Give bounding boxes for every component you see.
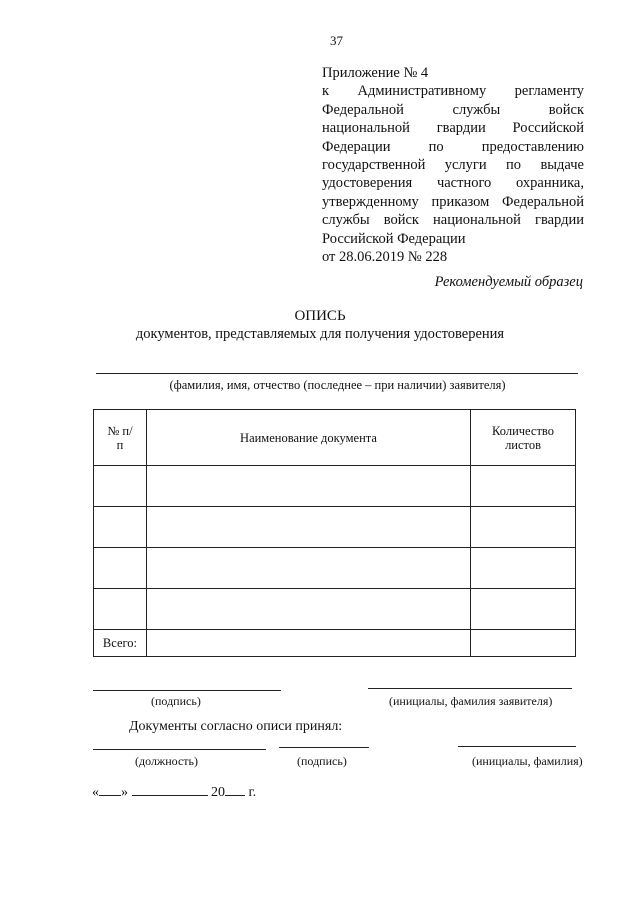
cell-count[interactable] [471, 507, 576, 548]
total-count-cell[interactable] [471, 630, 576, 657]
date-field [92, 783, 256, 801]
total-name-cell[interactable] [146, 630, 470, 657]
table-row [94, 548, 576, 589]
column-header-count-text: Количество листов [492, 423, 554, 452]
table-row [94, 507, 576, 548]
appendix-line: Федеральной службы войск [322, 101, 584, 118]
appendix-line: от 28.06.2019 № 228 [322, 249, 448, 266]
appendix-line: Приложение № 4 [322, 65, 429, 81]
document-subtitle: документов, представляемых для получения удостоверения [135, 326, 505, 342]
applicant-signature-hint: (подпись) [151, 694, 201, 708]
table-row [94, 589, 576, 630]
column-header-name: Наименование документа [146, 410, 470, 466]
official-signature-line[interactable] [279, 747, 369, 748]
appendix-line: Федерации по предоставлению [322, 138, 584, 155]
appendix-line: к Административному регламенту [322, 83, 584, 100]
date-close-quote: » [121, 785, 128, 800]
document-title: ОПИСЬ [294, 308, 346, 324]
table-header-row [94, 410, 576, 466]
date-year-blank[interactable] [225, 783, 245, 796]
documents-table [93, 409, 576, 657]
column-header-number-text: № п/п [107, 423, 133, 452]
appendix-line: национальной гвардии Российской [322, 120, 584, 137]
cell-name[interactable] [146, 507, 470, 548]
cell-number[interactable] [94, 466, 147, 507]
applicant-initials-line[interactable] [368, 688, 572, 689]
applicant-name-hint: (фамилия, имя, отчество (последнее – при наличии) заявителя) [169, 378, 506, 392]
appendix-line: Российской Федерации [322, 230, 466, 247]
applicant-signature-line[interactable] [93, 690, 281, 691]
appendix-line: службы войск национальной гвардии [322, 212, 584, 229]
official-position-hint: (должность) [135, 754, 198, 768]
cell-number[interactable] [94, 507, 147, 548]
date-year-prefix: 20 [211, 785, 225, 800]
column-header-count [471, 410, 576, 466]
table-total-row [94, 630, 576, 657]
cell-count[interactable] [471, 466, 576, 507]
official-initials-hint: (инициалы, фамилия) [472, 754, 583, 768]
date-year-suffix: г. [248, 785, 257, 800]
total-label: Всего: [94, 630, 147, 657]
applicant-initials-hint: (инициалы, фамилия заявителя) [389, 694, 553, 708]
cell-number[interactable] [94, 589, 147, 630]
cell-name[interactable] [146, 466, 470, 507]
column-header-number [94, 410, 147, 466]
appendix-line: утвержденному приказом Федеральной [322, 193, 584, 210]
cell-count[interactable] [471, 589, 576, 630]
cell-number[interactable] [94, 548, 147, 589]
accepted-statement: Документы согласно описи принял: [129, 719, 343, 734]
sample-label: Рекомендуемый образец [434, 274, 583, 290]
cell-name[interactable] [146, 589, 470, 630]
official-signature-hint: (подпись) [297, 754, 347, 768]
cell-name[interactable] [146, 548, 470, 589]
appendix-line: государственной услуги по выдаче [322, 157, 584, 174]
page-number: 37 [330, 33, 343, 48]
official-position-line[interactable] [93, 749, 266, 750]
date-day-blank[interactable] [99, 783, 121, 796]
cell-count[interactable] [471, 548, 576, 589]
applicant-name-line[interactable] [96, 373, 578, 374]
date-month-blank[interactable] [132, 783, 208, 796]
official-initials-line[interactable] [458, 746, 576, 747]
appendix-header [322, 64, 584, 266]
appendix-line: удостоверения частного охранника, [322, 175, 584, 192]
date-open-quote: « [92, 785, 99, 800]
table-row [94, 466, 576, 507]
